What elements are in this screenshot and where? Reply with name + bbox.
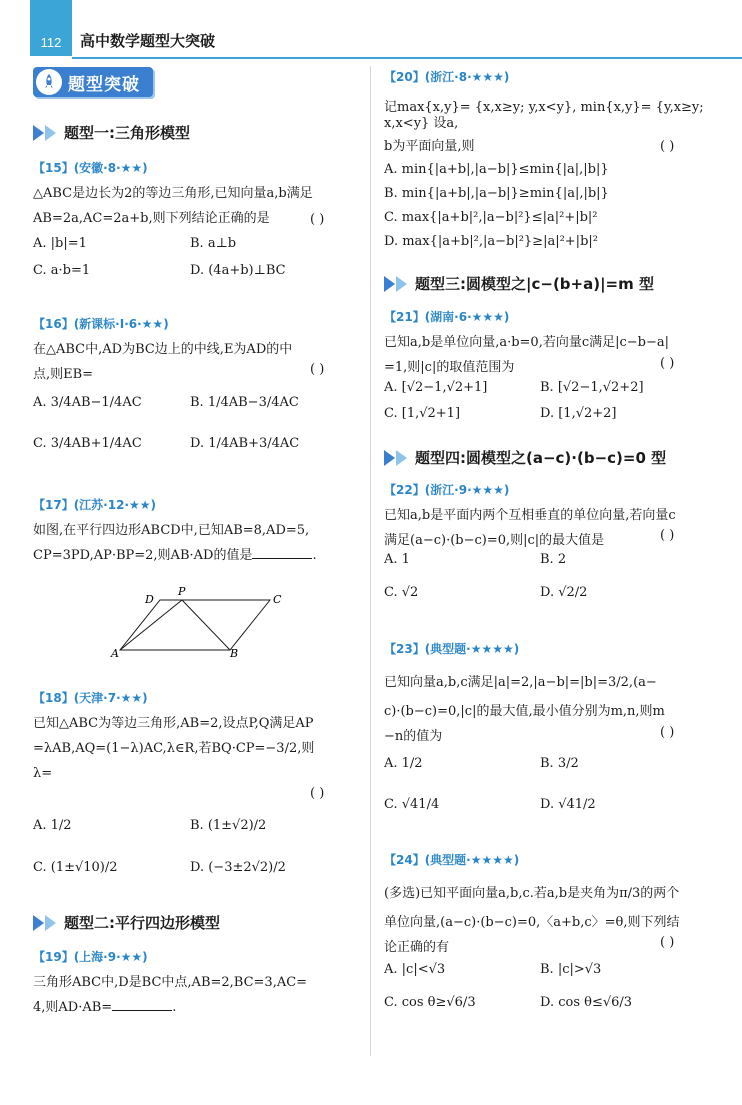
rocket-icon <box>36 69 62 95</box>
question-19 <box>33 945 307 1020</box>
parallelogram-shape <box>120 600 270 650</box>
answer-paren: ( ) <box>660 935 675 950</box>
badge-title: 题型突破 <box>68 74 140 95</box>
section-heading-2: 题型二:平行四边形模型 <box>33 912 220 933</box>
option-b: B. [√2−1,√2+2] <box>540 380 644 395</box>
question-tag: 【21】(湖南·6·★★★) <box>384 310 510 324</box>
question-text: 已知a,b是平面内两个互相垂直的单位向量,若向量c <box>384 508 676 523</box>
answer-paren: ( ) <box>310 786 325 801</box>
question-text: 论正确的有 <box>384 940 450 955</box>
label-c: C <box>273 593 282 606</box>
section-heading-3: 题型三:圆模型之|c−(b+a)|=m 型 <box>384 273 654 294</box>
header-rule <box>72 57 742 59</box>
question-text: 满足(a−c)·(b−c)=0,则|c|的最大值是 <box>384 533 605 548</box>
arrow-icon <box>33 125 44 141</box>
segment-bp <box>182 600 230 650</box>
answer-paren: ( ) <box>310 362 325 377</box>
answer-blank <box>112 998 172 1011</box>
option-a: A. 1 <box>384 552 410 567</box>
answer-paren: ( ) <box>660 356 675 371</box>
option-d: D. cos θ≤√6/3 <box>540 995 633 1010</box>
option-a: A. 1/2 <box>384 756 423 771</box>
question-tag: 【17】(江苏·12·★★) <box>33 498 157 512</box>
option-d: D. [1,√2+2] <box>540 406 617 421</box>
option-a: A. 1/2 <box>33 818 72 833</box>
question-text: =λAB,AQ=(1−λ)AC,λ∈R,若BQ·CP=−3/2,则 <box>33 741 315 756</box>
answer-paren: ( ) <box>660 725 675 740</box>
option-b: B. min{|a+b|,|a−b|}≥min{|a|,|b|} <box>384 186 609 201</box>
answer-paren: ( ) <box>660 139 675 154</box>
option-c: C. [1,√2+1] <box>384 406 461 421</box>
option-b: B. |c|>√3 <box>540 962 602 977</box>
arrow-icon <box>33 915 44 931</box>
arrow-icon <box>45 915 56 931</box>
option-b: B. 1/4AB−3/4AC <box>190 395 299 410</box>
question-tag: 【15】(安徽·8·★★) <box>33 161 148 175</box>
question-15 <box>33 156 313 231</box>
label-p: P <box>178 585 186 598</box>
question-24 <box>384 848 680 960</box>
question-tag: 【18】(天津·7·★★) <box>33 691 148 705</box>
question-23 <box>384 637 665 749</box>
option-d: D. 1/4AB+3/4AC <box>190 436 300 451</box>
question-tag: 【22】(浙江·9·★★★) <box>384 483 510 497</box>
question-tag: 【23】(典型题·★★★★) <box>384 642 520 656</box>
question-text: 已知向量a,b,c满足|a|=2,|a−b|=|b|=3/2,(a− <box>384 675 657 690</box>
option-c: C. 3/4AB+1/4AC <box>33 436 142 451</box>
arrow-icon <box>45 125 56 141</box>
option-b: B. 3/2 <box>540 756 579 771</box>
option-c: C. (1±√10)/2 <box>33 860 118 875</box>
section-badge <box>33 67 153 97</box>
option-d: D. (−3±2√2)/2 <box>190 860 286 875</box>
column-divider <box>370 66 371 1056</box>
question-16 <box>33 312 292 387</box>
option-b: B. (1±√2)/2 <box>190 818 267 833</box>
question-tag: 【16】(新课标·Ⅰ·6·★★) <box>33 317 169 331</box>
question-text: 已知△ABC为等边三角形,AB=2,设点P,Q满足AP <box>33 716 314 731</box>
question-text: △ABC是边长为2的等边三角形,已知向量a,b满足 <box>33 186 313 201</box>
answer-blank <box>252 546 312 559</box>
question-text: b为平面向量,则 <box>384 139 475 154</box>
option-d: D. max{|a+b|²,|a−b|²}≥|a|²+|b|² <box>384 234 598 249</box>
option-c: C. cos θ≥√6/3 <box>384 995 476 1010</box>
option-a: A. |b|=1 <box>33 236 87 251</box>
question-text: (多选)已知平面向量a,b,c.若a,b是夹角为π/3的两个 <box>384 886 680 901</box>
option-a: A. min{|a+b|,|a−b|}≤min{|a|,|b|} <box>384 162 609 177</box>
answer-paren: ( ) <box>310 212 325 227</box>
option-c: C. a·b=1 <box>33 263 91 278</box>
label-d: D <box>145 593 154 606</box>
option-b: B. a⊥b <box>190 236 237 251</box>
option-a: A. 3/4AB−1/4AC <box>33 395 142 410</box>
option-d: D. (4a+b)⊥BC <box>190 263 286 278</box>
book-title: 高中数学题型大突破 <box>80 32 216 50</box>
option-c: C. √2 <box>384 585 419 600</box>
option-c: C. max{|a+b|²,|a−b|²}≤|a|²+|b|² <box>384 210 598 225</box>
page-number: 112 <box>30 0 72 56</box>
parallelogram-figure <box>110 585 290 660</box>
question-22 <box>384 478 676 553</box>
question-text: 如图,在平行四边形ABCD中,已知AB=8,AD=5, <box>33 523 310 538</box>
question-18 <box>33 686 314 786</box>
arrow-icon <box>396 276 407 292</box>
question-text: λ= <box>33 766 53 781</box>
question-tag: 【19】(上海·9·★★) <box>33 950 148 964</box>
option-a: A. [√2−1,√2+1] <box>384 380 488 395</box>
section-heading-4: 题型四:圆模型之(a−c)·(b−c)=0 型 <box>384 447 666 468</box>
section-heading-1: 题型一:三角形模型 <box>33 122 190 143</box>
question-text: c)·(b−c)=0,|c|的最大值,最小值分别为m,n,则m <box>384 704 665 719</box>
option-d: D. √2/2 <box>540 585 588 600</box>
question-text: 点,则EB= <box>33 367 94 382</box>
question-text: =1,则|c|的取值范围为 <box>384 360 515 375</box>
arrow-icon <box>384 450 395 466</box>
answer-paren: ( ) <box>660 528 675 543</box>
question-tag: 【20】(浙江·8·★★★) <box>384 70 510 84</box>
label-b: B <box>230 647 239 660</box>
question-20 <box>384 65 509 90</box>
arrow-icon <box>384 276 395 292</box>
question-text: 三角形ABC中,D是BC中点,AB=2,BC=3,AC= <box>33 975 308 990</box>
question-tag: 【24】(典型题·★★★★) <box>384 853 520 867</box>
label-a: A <box>111 647 119 660</box>
question-text: 在△ABC中,AD为BC边上的中线,E为AD的中 <box>33 342 293 357</box>
question-text: CP=3PD,AP·BP=2,则AB·AD的值是 . <box>33 548 317 563</box>
option-c: C. √41/4 <box>384 797 440 812</box>
question-text: 单位向量,(a−c)·(b−c)=0,〈a+b,c〉=θ,则下列结 <box>384 915 680 930</box>
segment-ap <box>120 600 182 650</box>
question-17 <box>33 493 317 568</box>
question-text: 记max{x,y}= {x,x≥y; y,x<y}, min{x,y}= {y,x≥y; x,x<y} 设a, <box>384 100 704 131</box>
option-b: B. 2 <box>540 552 567 567</box>
arrow-icon <box>396 450 407 466</box>
question-text: 已知a,b是单位向量,a·b=0,若向量c满足|c−b−a| <box>384 335 670 350</box>
page-header <box>0 0 742 58</box>
question-text: AB=2a,AC=2a+b,则下列结论正确的是 <box>33 211 270 226</box>
question-text: 4,则AD·AB= . <box>33 1000 177 1015</box>
option-a: A. |c|<√3 <box>384 962 446 977</box>
question-text: −n的值为 <box>384 729 443 744</box>
option-d: D. √41/2 <box>540 797 596 812</box>
question-21 <box>384 305 669 380</box>
